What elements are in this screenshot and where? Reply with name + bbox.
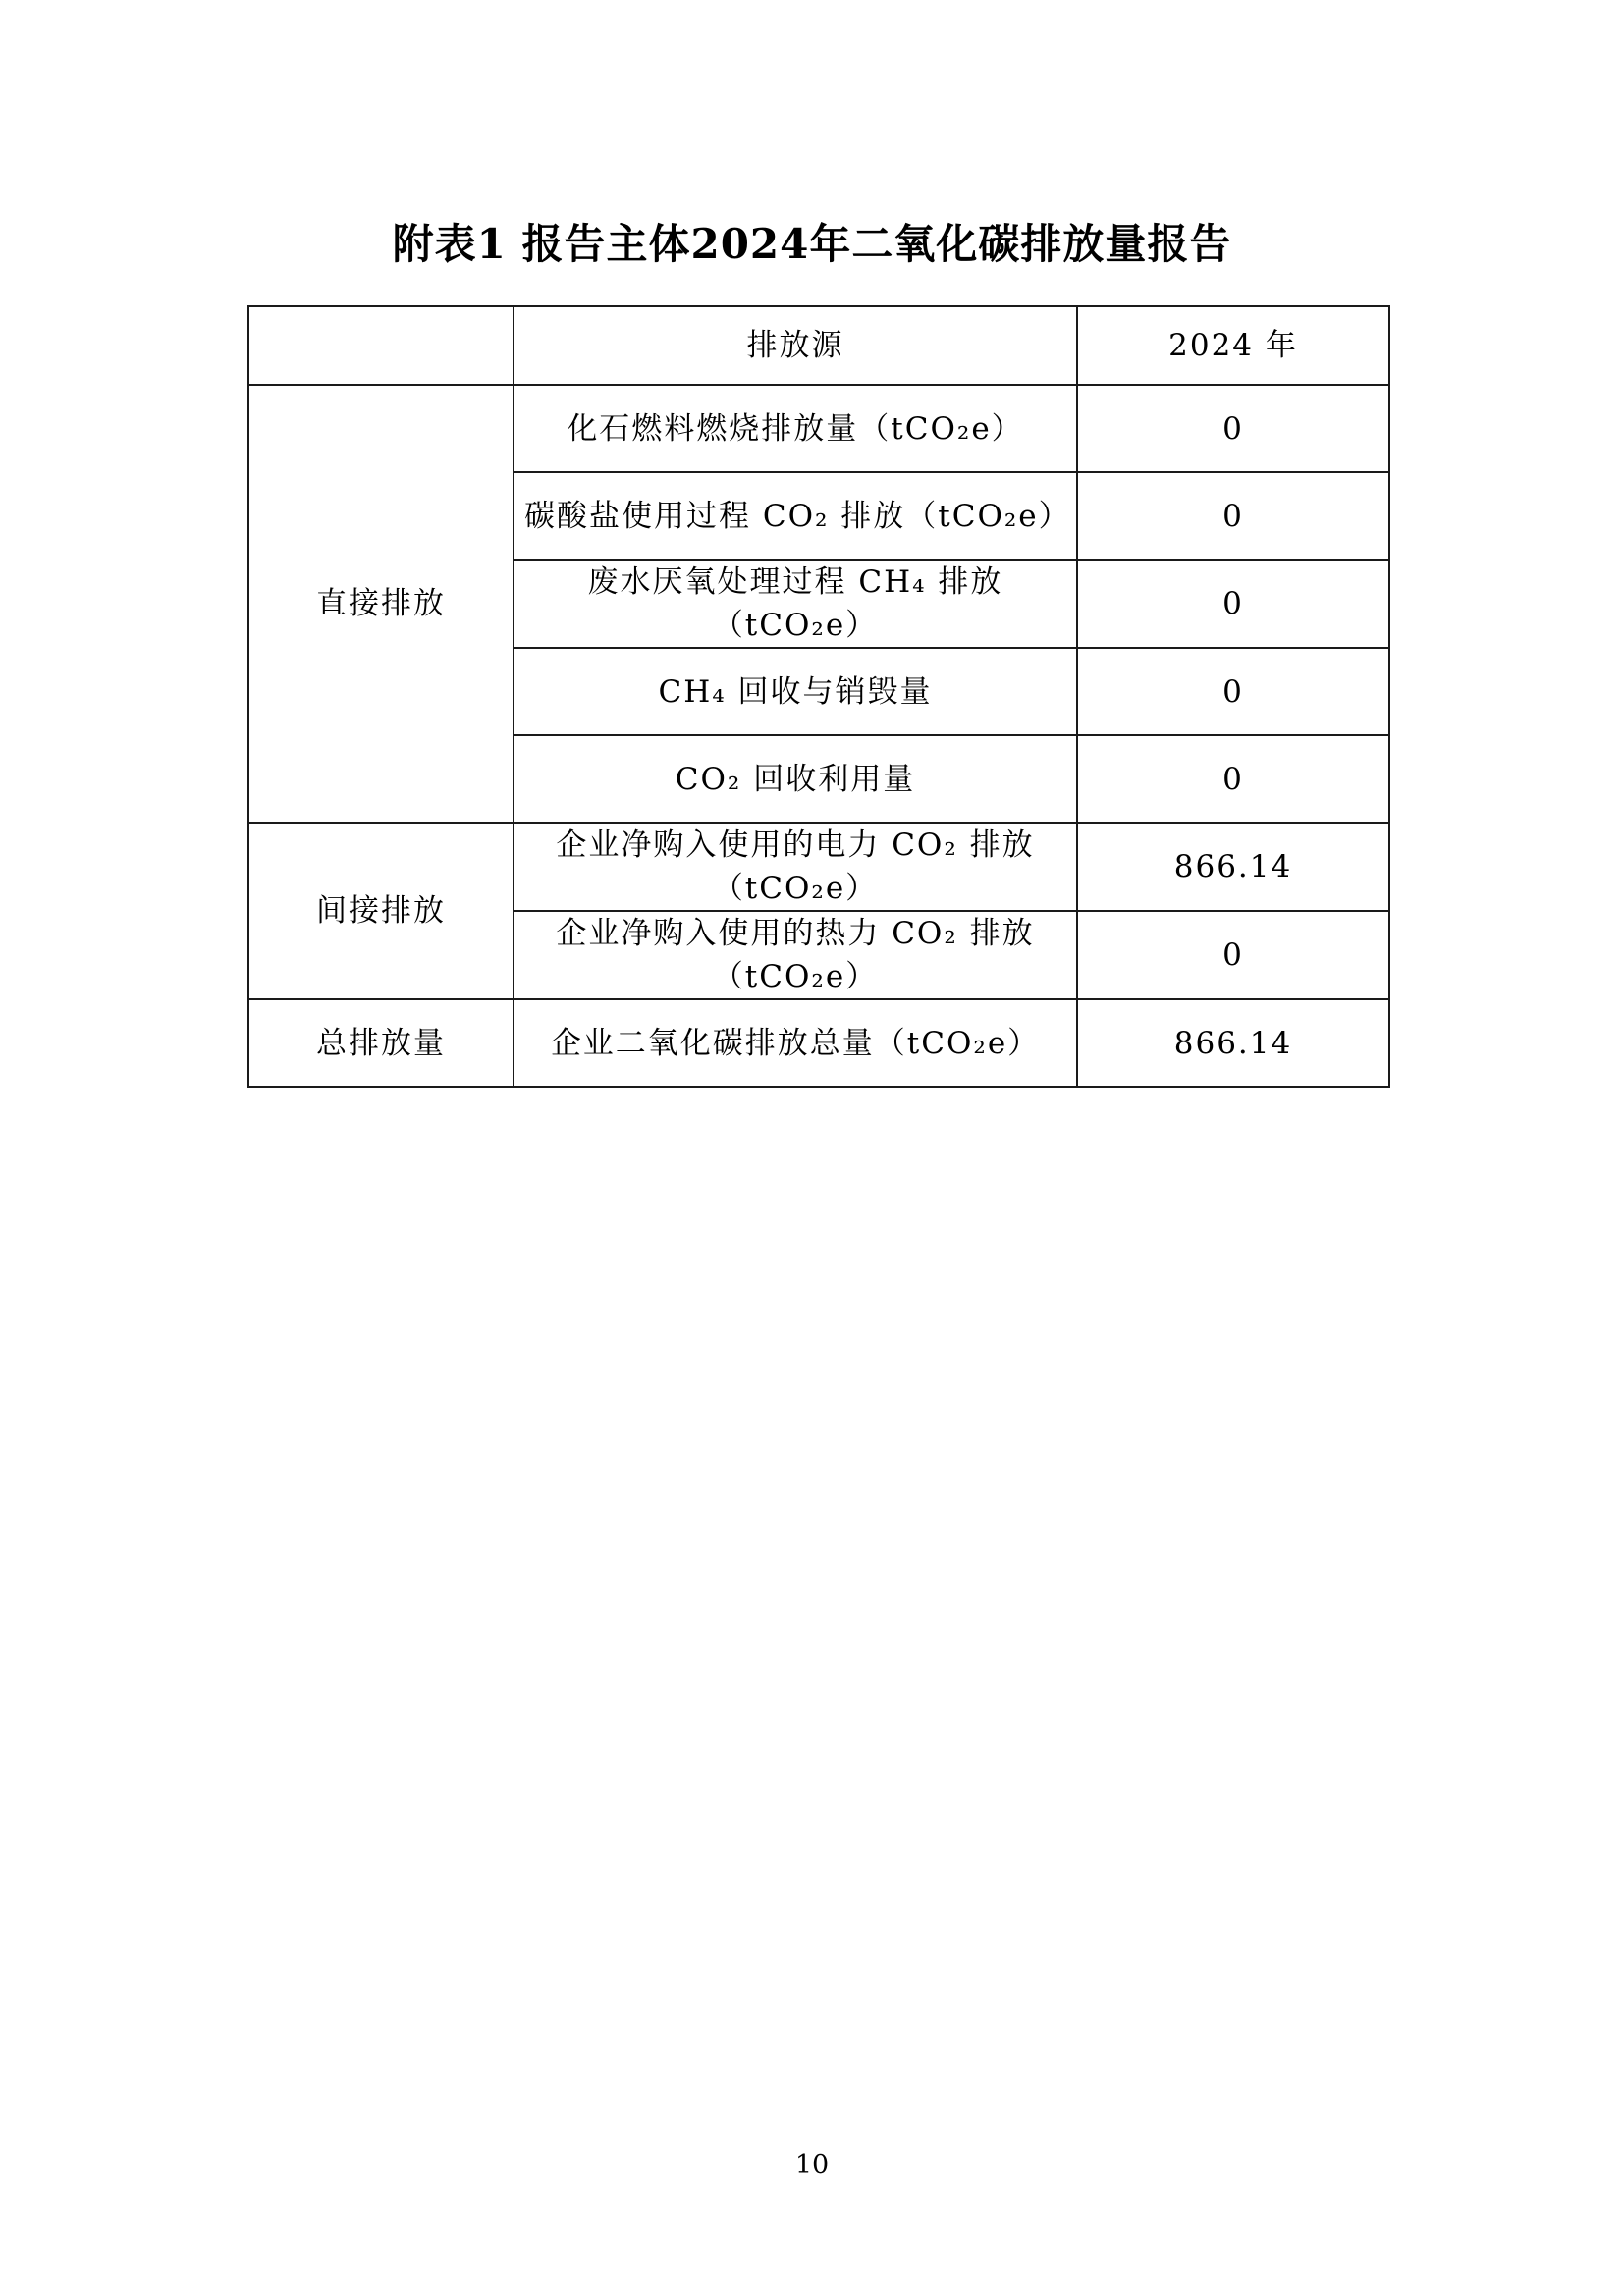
group-total-emissions: 总排放量 <box>248 999 514 1087</box>
document-title: 附表1 报告主体2024年二氧化碳排放量报告 <box>392 220 1232 268</box>
row-source: 企业净购入使用的电力 CO₂ 排放（tCO₂e） <box>514 823 1077 911</box>
row-source: CO₂ 回收利用量 <box>514 735 1077 823</box>
table-header-row <box>248 306 1389 385</box>
row-source: 废水厌氧处理过程 CH₄ 排放（tCO₂e） <box>514 560 1077 648</box>
row-source: 碳酸盐使用过程 CO₂ 排放（tCO₂e） <box>514 472 1077 560</box>
table-row <box>248 385 1389 472</box>
row-value: 0 <box>1077 735 1389 823</box>
row-value: 866.14 <box>1077 823 1389 911</box>
row-source: 企业二氧化碳排放总量（tCO₂e） <box>514 999 1077 1087</box>
row-value: 0 <box>1077 560 1389 648</box>
row-value: 0 <box>1077 472 1389 560</box>
row-source: CH₄ 回收与销毁量 <box>514 648 1077 735</box>
header-year-cell: 2024 年 <box>1077 306 1389 385</box>
row-value: 0 <box>1077 911 1389 999</box>
row-value: 0 <box>1077 648 1389 735</box>
header-source-cell: 排放源 <box>514 306 1077 385</box>
emissions-table <box>247 305 1390 1088</box>
header-blank-cell <box>248 306 514 385</box>
row-value: 0 <box>1077 385 1389 472</box>
group-direct-emissions: 直接排放 <box>248 385 514 823</box>
row-source: 企业净购入使用的热力 CO₂ 排放（tCO₂e） <box>514 911 1077 999</box>
row-value: 866.14 <box>1077 999 1389 1087</box>
table-row <box>248 999 1389 1087</box>
table-row <box>248 823 1389 911</box>
row-source: 化石燃料燃烧排放量（tCO₂e） <box>514 385 1077 472</box>
page-number: 10 <box>794 2150 830 2180</box>
group-indirect-emissions: 间接排放 <box>248 823 514 999</box>
